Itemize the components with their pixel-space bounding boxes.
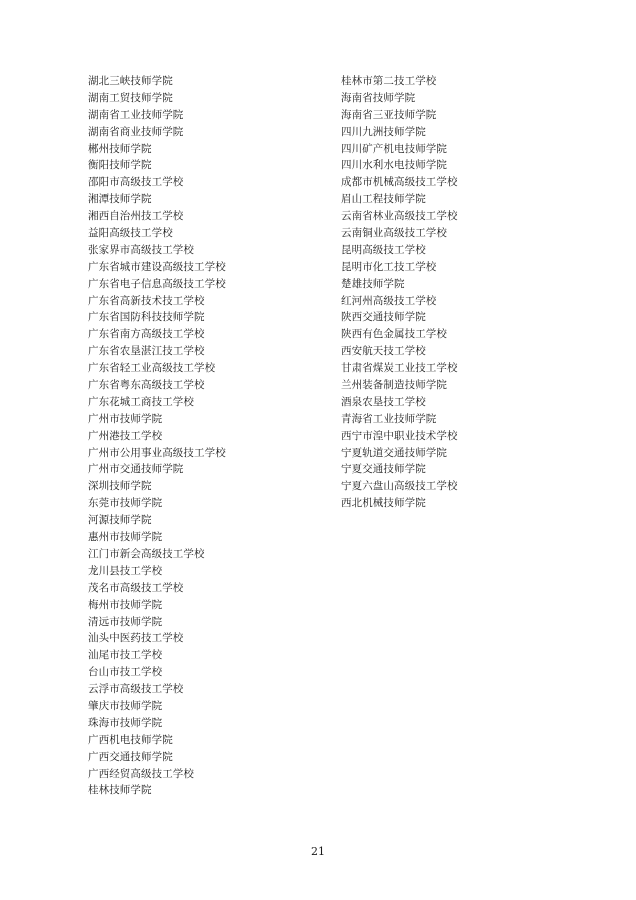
school-list-item: 衡阳技师学院 bbox=[88, 159, 152, 172]
school-list-item: 广西经贸高级技工学校 bbox=[88, 767, 194, 780]
school-list-item: 汕尾市技工学校 bbox=[88, 649, 163, 662]
school-list-item: 湘潭技师学院 bbox=[88, 193, 152, 206]
school-list-item: 肇庆市技师学院 bbox=[88, 699, 163, 712]
school-list-item: 陕西交通技师学院 bbox=[341, 311, 426, 324]
school-list-item: 龙川县技工学校 bbox=[88, 564, 163, 577]
school-list-item: 四川矿产机电技师学院 bbox=[341, 142, 447, 155]
school-list-item: 梅州市技师学院 bbox=[88, 598, 163, 611]
school-list-item: 西北机械技师学院 bbox=[341, 497, 426, 510]
school-list-item: 珠海市技师学院 bbox=[88, 716, 163, 729]
school-list-item: 宁夏六盘山高级技工学校 bbox=[341, 480, 458, 493]
school-list-item: 眉山工程技师学院 bbox=[341, 193, 426, 206]
school-list-item: 桂林技师学院 bbox=[88, 784, 152, 797]
school-list-item: 海南省三亚技师学院 bbox=[341, 108, 437, 121]
school-list-item: 甘肃省煤炭工业技工学校 bbox=[341, 362, 458, 375]
school-list-item: 宁夏轨道交通技师学院 bbox=[341, 446, 447, 459]
school-list-item: 四川水利水电技师学院 bbox=[341, 159, 447, 172]
school-list-item: 云南省林业高级技工学校 bbox=[341, 210, 458, 223]
school-list-item: 东莞市技师学院 bbox=[88, 497, 163, 510]
school-list-item: 昆明市化工技工学校 bbox=[341, 260, 437, 273]
school-list-item: 广东花城工商技工学校 bbox=[88, 395, 194, 408]
school-list-item: 深圳技师学院 bbox=[88, 480, 152, 493]
school-list-item: 汕头中医药技工学校 bbox=[88, 632, 184, 645]
school-list-item: 惠州市技师学院 bbox=[88, 531, 163, 544]
page-number: 21 bbox=[311, 845, 325, 858]
school-list-item: 郴州技师学院 bbox=[88, 142, 152, 155]
school-list-item: 四川九洲技师学院 bbox=[341, 125, 426, 138]
school-list-item: 青海省工业技师学院 bbox=[341, 412, 437, 425]
school-list-item: 广东省高新技术技工学校 bbox=[88, 294, 205, 307]
school-list-item: 广西机电技师学院 bbox=[88, 733, 173, 746]
school-list-item: 昆明高级技工学校 bbox=[341, 243, 426, 256]
school-list-item: 宁夏交通技师学院 bbox=[341, 463, 426, 476]
school-list-item: 广东省粤东高级技工学校 bbox=[88, 379, 205, 392]
school-list-item: 西宁市湟中职业技术学校 bbox=[341, 429, 458, 442]
school-list-item: 湖南省工业技师学院 bbox=[88, 108, 184, 121]
school-list-item: 广东省农垦湛江技工学校 bbox=[88, 345, 205, 358]
school-list-item: 广州市交通技师学院 bbox=[88, 463, 184, 476]
school-list-item: 清远市技师学院 bbox=[88, 615, 163, 628]
school-list-item: 广州市技师学院 bbox=[88, 412, 163, 425]
school-list-item: 广西交通技师学院 bbox=[88, 750, 173, 763]
school-list-item: 广东省城市建设高级技工学校 bbox=[88, 260, 226, 273]
school-list-item: 桂林市第二技工学校 bbox=[341, 75, 437, 87]
school-list-item: 云南铜业高级技工学校 bbox=[341, 227, 447, 240]
school-list-item: 河源技师学院 bbox=[88, 514, 152, 527]
school-list-item: 江门市新会高级技工学校 bbox=[88, 547, 205, 560]
school-list-right bbox=[341, 73, 601, 512]
school-list-item: 广东省电子信息高级技工学校 bbox=[88, 277, 226, 290]
school-list-item: 湖南工贸技师学院 bbox=[88, 91, 173, 104]
school-list-item: 红河州高级技工学校 bbox=[341, 294, 437, 307]
school-list-item: 湘西自治州技工学校 bbox=[88, 210, 184, 223]
school-list-item: 茂名市高级技工学校 bbox=[88, 581, 184, 594]
school-list-item: 湖北三峡技师学院 bbox=[88, 75, 173, 87]
school-list-item: 广东省轻工业高级技工学校 bbox=[88, 362, 216, 375]
school-list-item: 湖南省商业技师学院 bbox=[88, 125, 184, 138]
school-list-item: 酒泉农垦技工学校 bbox=[341, 395, 426, 408]
school-list-item: 成都市机械高级技工学校 bbox=[341, 176, 458, 189]
school-list-item: 益阳高级技工学校 bbox=[88, 227, 173, 240]
school-list-item: 台山市技工学校 bbox=[88, 666, 163, 679]
school-list-item: 广州港技工学校 bbox=[88, 429, 163, 442]
school-list-item: 广东省南方高级技工学校 bbox=[88, 328, 205, 341]
school-list-item: 云浮市高级技工学校 bbox=[88, 683, 184, 696]
school-list-item: 广东省国防科技技师学院 bbox=[88, 311, 205, 324]
school-list-item: 西安航天技工学校 bbox=[341, 345, 426, 358]
school-list-item: 海南省技师学院 bbox=[341, 91, 416, 104]
school-list-item: 兰州装备制造技师学院 bbox=[341, 379, 447, 392]
school-list-item: 邵阳市高级技工学校 bbox=[88, 176, 184, 189]
school-list-item: 楚雄技师学院 bbox=[341, 277, 405, 290]
school-list-left bbox=[88, 73, 328, 799]
school-list-item: 陕西有色金属技工学校 bbox=[341, 328, 447, 341]
school-list-item: 张家界市高级技工学校 bbox=[88, 243, 194, 256]
school-list-item: 广州市公用事业高级技工学校 bbox=[88, 446, 226, 459]
